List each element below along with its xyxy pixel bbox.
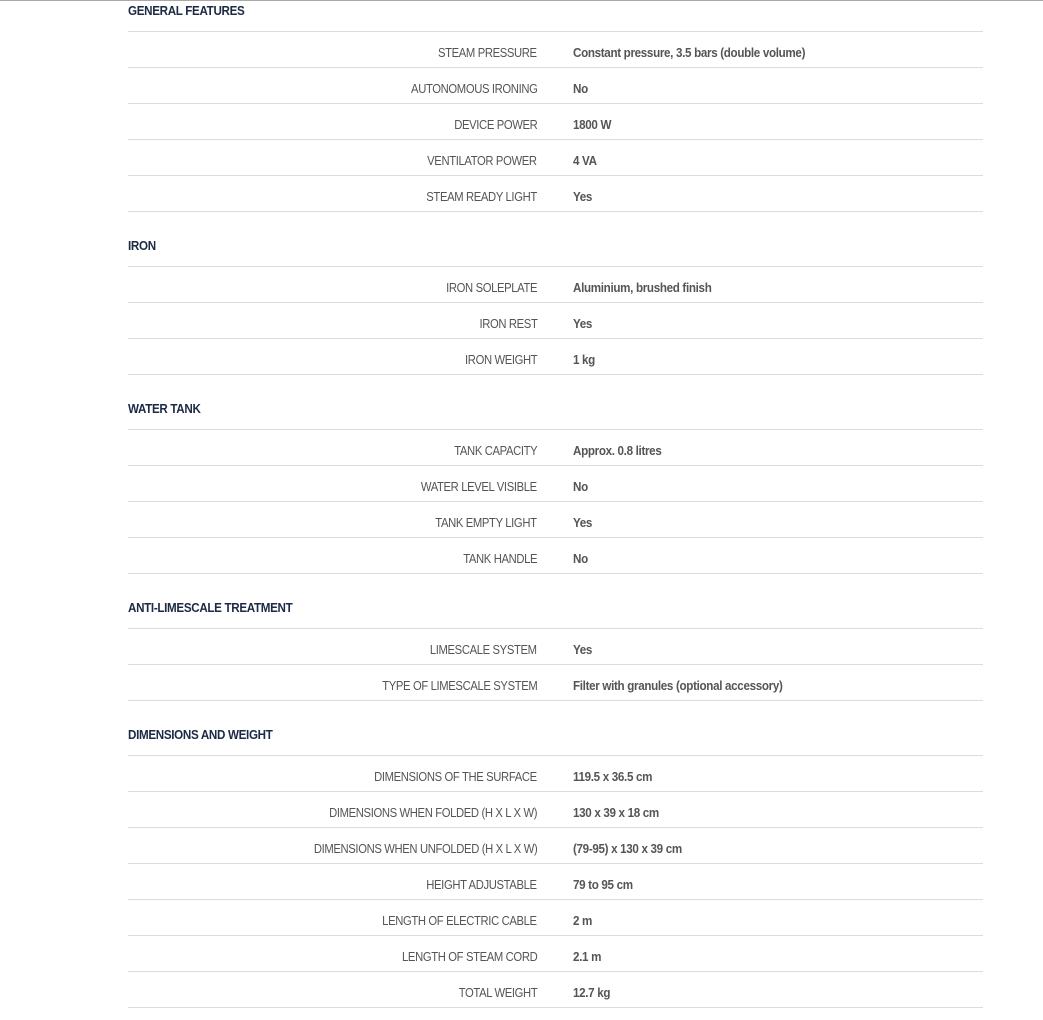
spec-value: 79 to 95 cm (573, 878, 633, 892)
spec-label: TOTAL WEIGHT (458, 986, 537, 1000)
spec-label: HEIGHT ADJUSTABLE (426, 878, 537, 892)
spec-row (128, 936, 983, 972)
spec-row (128, 466, 983, 502)
spec-label: LENGTH OF STEAM CORD (401, 950, 537, 964)
spec-label: LENGTH OF ELECTRIC CABLE (382, 914, 537, 928)
spec-row (128, 756, 983, 792)
spec-row (128, 140, 983, 176)
spec-row (128, 900, 983, 936)
section-iron (128, 236, 983, 375)
spec-row (128, 828, 983, 864)
spec-value: 1800 W (573, 118, 612, 132)
spec-row (128, 972, 983, 1008)
spec-row (128, 665, 983, 701)
top-divider (0, 0, 1043, 1)
spec-value: 1 kg (573, 353, 595, 367)
spec-value: 2 m (573, 914, 593, 928)
section-title: IRON (128, 239, 156, 253)
section-header (128, 2, 983, 32)
spec-value: Filter with granules (optional accessory) (573, 679, 783, 693)
spec-row (128, 538, 983, 574)
spec-row (128, 864, 983, 900)
spec-row (128, 502, 983, 538)
spec-label: DIMENSIONS OF THE SURFACE (374, 770, 537, 784)
spec-value: Yes (573, 643, 593, 657)
section-title: GENERAL FEATURES (128, 4, 245, 18)
spec-label: AUTONOMOUS IRONING (410, 82, 537, 96)
spec-value: 119.5 x 36.5 cm (573, 770, 653, 784)
spec-label: STEAM PRESSURE (438, 46, 537, 60)
spec-row (128, 176, 983, 212)
section-header (128, 725, 983, 756)
section-dimensions-and-weight (128, 725, 983, 1008)
spec-value: 4 VA (573, 154, 597, 168)
spec-label: IRON WEIGHT (464, 353, 537, 367)
spec-label: WATER LEVEL VISIBLE (421, 480, 537, 494)
spec-row (128, 68, 983, 104)
spec-row (128, 104, 983, 140)
spec-row (128, 792, 983, 828)
spec-value: (79-95) x 130 x 39 cm (573, 842, 682, 856)
spec-row (128, 267, 983, 303)
section-header (128, 399, 983, 430)
spec-row (128, 339, 983, 375)
spec-value: 130 x 39 x 18 cm (573, 806, 659, 820)
spec-label: STEAM READY LIGHT (426, 190, 537, 204)
spec-value: No (573, 82, 588, 96)
spec-value: No (573, 480, 588, 494)
spec-label: TANK CAPACITY (453, 444, 537, 458)
spec-row (128, 629, 983, 665)
spec-value: No (573, 552, 588, 566)
spec-label: DIMENSIONS WHEN FOLDED (H X L X W) (329, 806, 537, 820)
spec-value: Constant pressure, 3.5 bars (double volume) (573, 46, 806, 60)
section-general-features (128, 2, 983, 212)
spec-table (128, 2, 983, 1008)
spec-value: Approx. 0.8 litres (573, 444, 662, 458)
spec-label: IRON REST (478, 317, 537, 331)
spec-label: TANK HANDLE (463, 552, 537, 566)
spec-label: DIMENSIONS WHEN UNFOLDED (H X L X W) (313, 842, 537, 856)
spec-row (128, 303, 983, 339)
section-title: WATER TANK (128, 402, 201, 416)
section-anti-limescale (128, 598, 983, 701)
spec-label: TYPE OF LIMESCALE SYSTEM (381, 679, 537, 693)
spec-row (128, 32, 983, 68)
section-header (128, 236, 983, 267)
section-title: ANTI-LIMESCALE TREATMENT (128, 601, 293, 615)
section-water-tank (128, 399, 983, 574)
spec-label: VENTILATOR POWER (427, 154, 537, 168)
section-title: DIMENSIONS AND WEIGHT (128, 728, 273, 742)
spec-row (128, 430, 983, 466)
spec-value: 2.1 m (573, 950, 602, 964)
spec-label: DEVICE POWER (453, 118, 537, 132)
spec-label: IRON SOLEPLATE (445, 281, 537, 295)
spec-value: Yes (573, 516, 593, 530)
spec-label: TANK EMPTY LIGHT (435, 516, 537, 530)
spec-value: Yes (573, 190, 593, 204)
spec-value: Aluminium, brushed finish (573, 281, 712, 295)
spec-label: LIMESCALE SYSTEM (430, 643, 537, 657)
section-header (128, 598, 983, 629)
spec-value: Yes (573, 317, 593, 331)
spec-value: 12.7 kg (573, 986, 611, 1000)
